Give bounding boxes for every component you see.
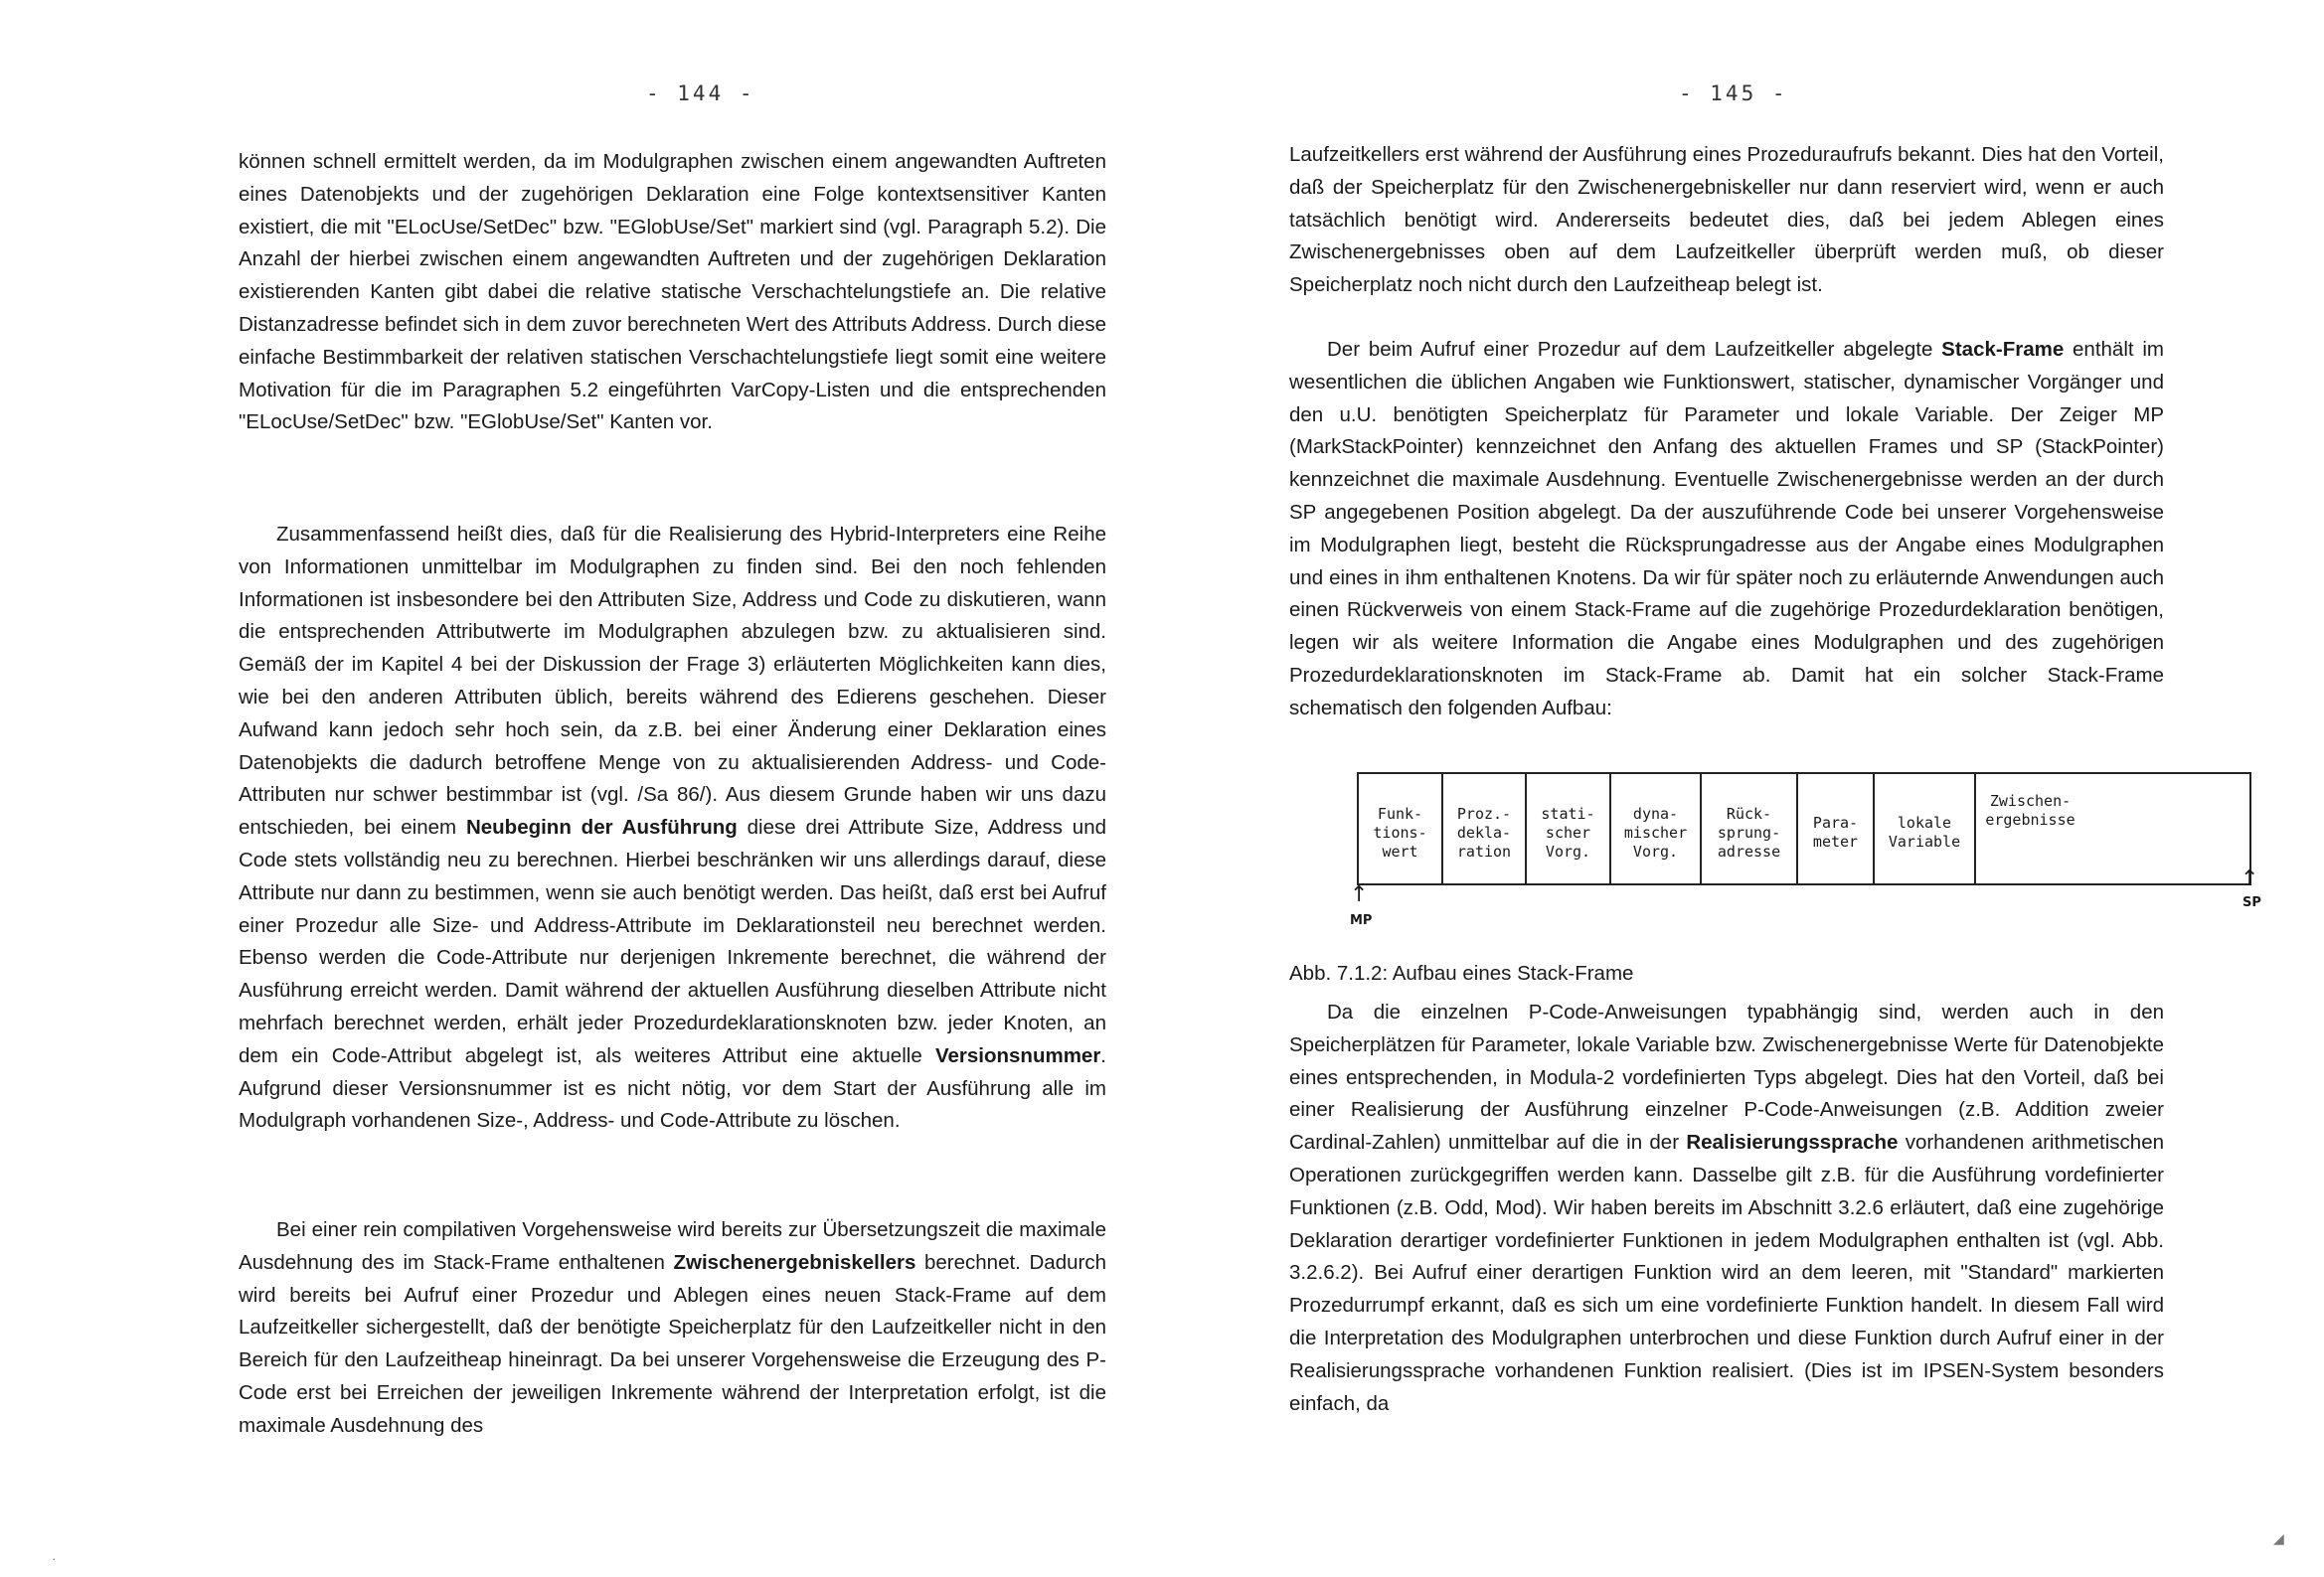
text-column [239, 1214, 1106, 1443]
paragraph [1289, 997, 2164, 1420]
text-column [1289, 997, 2164, 1420]
text-column [1289, 334, 2164, 725]
sp-arrow-icon: ↑ [2241, 867, 2259, 891]
stack-frame-cell: Rück- sprung- adresse [1702, 774, 1798, 883]
stack-frame-cell: Zwischen- ergebnisse [1985, 792, 2075, 829]
text-run: vorhandenen arithmetischen Operationen zurückgegriffen werden kann. Dasselbe gilt z.B. für die Ausführung vordefinierter Funktionen (z.B. Odd, Mod). Wir haben bereits im Abschnitt 3.2.6 erläutert, daß eine zugehörige Deklaration derartiger vordefinierter Funktionen in jedem Modulgraphen enthalten ist (vgl. Abb. 3.2.6.2). Bei Aufruf einer derartigen Funktion wird an dem leeren, mit "Standard" markierten Prozedurrumpf erkannt, daß es sich um eine vordefinierte Funktion handelt. In diesem Fall wird die Interpretation des Modulgraphen unterbrochen und diese Funktion durch Aufruf einer in der Realisierungssprache vorhandenen Funktion realisiert. (Dies ist im IPSEN-System besonders einfach, da [1289, 1131, 2165, 1415]
bold-term: Neubeginn der Ausführung [465, 816, 738, 840]
bold-term: Zwischenergebniskellers [673, 1250, 916, 1274]
stack-frame-cell: Funk- tions- wert [1359, 774, 1443, 883]
text-column [239, 519, 1106, 1138]
text-run: Der beim Aufruf einer Prozedur auf dem Laufzeitkeller abgelegte [1327, 338, 1942, 361]
text-run: Bei einer rein compilativen Vorgehensweise wird bereits zur Übersetzungszeit die maximale Ausdehnung des im Stack-Frame enthaltenen [239, 1218, 1106, 1274]
stack-frame-box [1357, 772, 2251, 885]
text-run: berechnet. Dadurch wird bereits bei Aufruf einer Prozedur und Ablegen eines neuen Stack-Frame auf dem Laufzeitkeller sichergestellt, daß der benötigte Speicherplatz für den Laufzeitkeller nicht in den Bereich für den Laufzeitheap hineinragt. Da bei unserer Vorgehensweise die Erzeugung des P-Code erst bei Erreichen der jeweiligen Inkremente während der Interpretation erfolgt, ist die maximale Ausdehnung des [239, 1250, 1106, 1437]
page-number: - 145 - [1679, 81, 1788, 105]
scan-speck: · [52, 1550, 57, 1566]
text-run: enthält im wesentlichen die üblichen Angaben wie Funktionswert, statischer, dynamischer Vorgänger und den u.U. benötigten Speicherplatz für Parameter und lokale Variable. Der Zeiger MP (MarkStackPointer) kennzeichnet den Anfang des aktuellen Frames und SP (StackPointer) kennzeichnet die maximale Ausdehnung. Eventuelle Zwischenergebnisse werden an der durch SP angegebenen Position abgelegt. Da der auszuführende Code bei unserer Vorgehensweise im Modulgraphen liegt, besteht die Rücksprungadresse aus der Angabe eines Modulgraphen und eines in ihm enthaltenen Knotens. Da wir für später noch zu erläuternde Anwendungen auch einen Rückverweis von einem Stack-Frame auf die zugehörige Prozedurdeklaration benötigen, legen wir als weitere Information die Angabe eines Modulgraphen und des zugehörigen Prozedurdeklarationsknoten im Stack-Frame ab. Damit hat ein solcher Stack-Frame schematisch den folgenden Aufbau: [1289, 338, 2165, 719]
page-number: - 144 - [646, 81, 755, 105]
text-column [1289, 139, 2164, 302]
stack-frame-cell: Para- meter [1798, 774, 1875, 883]
sp-label: SP [2242, 895, 2261, 910]
bold-term: Stack-Frame [1941, 338, 2065, 361]
paragraph [239, 1214, 1106, 1443]
stack-frame-figure [1350, 772, 2261, 931]
text-run: . Aufgrund dieser Versionsnummer ist es nicht nötig, vor dem Start der Ausführung alle im Modulgraph vorhandenen Size-, Address- und Code-Attribute zu löschen. [239, 1043, 1106, 1133]
text-run: diese drei Attribute Size, Address und Code stets vollständig neu zu berechnen. Hierbei beschränken wir uns allerdings darauf, diese Attribute nur dann zu bestimmen, wenn sie auch benötigt werden. Das heißt, daß erst bei Aufruf einer Prozedur alle Size- und Address-Attribute im Deklarationsteil neu berechnet werden. Ebenso werden die Code-Attribute nur derjenigen Inkremente berechnet, die während der Ausführung erreicht werden. Damit während der aktuellen Ausführung dieselben Attribute nicht mehrfach berechnet werden, erhält jeder Prozedurdeklarationsknoten bzw. jeder Knoten, an dem ein Code-Attribut abgelegt ist, als weiteres Attribut eine aktuelle [239, 816, 1107, 1067]
scan-speck: ◢ [2273, 1530, 2284, 1546]
stack-frame-cell: lokale Variable [1875, 774, 1976, 883]
paragraph [1289, 334, 2164, 725]
text-column [239, 146, 1106, 439]
paragraph: können schnell ermittelt werden, da im Modulgraphen zwischen einem angewandten Auftreten eines Datenobjekts und der zugehörigen Deklaration eine Folge kontextsensitiver Kanten existiert, die mit "ELocUse/SetDec" bzw. "EGlobUse/Set" markiert sind (vgl. Paragraph 5.2). Die Anzahl der hierbei zwischen einem angewandten Auftreten und der zugehörigen Deklaration existierenden Kanten gibt dabei die relative statische Verschachtelungstiefe an. Die relative Distanzadresse befindet sich in dem zuvor berechneten Wert des Attributs Address. Durch diese einfache Bestimmbarkeit der relativen statischen Verschachtelungstiefe liegt somit eine weitere Motivation für die im Paragraphen 5.2 eingeführten VarCopy-Listen und die entsprechenden "ELocUse/SetDec" bzw. "EGlobUse/Set" Kanten vor. [239, 150, 1106, 434]
stack-frame-cell: dyna- mischer Vorg. [1611, 774, 1702, 883]
paragraph: Laufzeitkellers erst während der Ausführung eines Prozeduraufrufs bekannt. Dies hat den Vorteil, daß der Speicherplatz für den Zwischenergebniskeller nur dann reserviert wird, wenn er auch tatsächlich benötigt wird. Andererseits bedeutet dies, daß bei jedem Ablegen eines Zwischenergebnisses oben auf dem Laufzeitkeller überprüft werden muß, ob dieser Speicherplatz noch nicht durch den Laufzeitheap belegt ist. [1289, 143, 2164, 297]
mp-arrow-icon: ↑ [1350, 882, 1369, 907]
stack-frame-cell: stati- scher Vorg. [1527, 774, 1611, 883]
figure-caption: Abb. 7.1.2: Aufbau eines Stack-Frame [1289, 962, 1634, 985]
mp-label: MP [1350, 913, 1373, 928]
stack-frame-cell: Proz.- dekla- ration [1443, 774, 1527, 883]
text-run: Da die einzelnen P-Code-Anweisungen typabhängig sind, werden auch in den Speicherplätzen für Parameter, lokale Variable bzw. Zwischenergebnisse Werte für Datenobjekte eines entsprechenden, in Modula-2 vordefinierten Typs abgelegt. Dies hat den Vorteil, daß bei einer Realisierung der Ausführung einzelner P-Code-Anweisungen (z.B. Addition zweier Cardinal-Zahlen) unmittelbar auf die in der [1289, 1001, 2164, 1155]
bold-term: Versionsnummer [934, 1043, 1101, 1067]
bold-term: Realisierungssprache [1686, 1131, 1899, 1155]
text-run: Zusammenfassend heißt dies, daß für die Realisierung des Hybrid-Interpreters eine Reihe von Informationen unmittelbar im Modulgraphen zu finden sind. Bei den noch fehlenden Informationen ist insbesondere bei den Attributen Size, Address und Code zu diskutieren, wann die entsprechenden Attributwerte im Modulgraphen abzulegen bzw. zu aktualisieren sind. Gemäß der im Kapitel 4 bei der Diskussion der Frage 3) erläuterten Möglichkeiten kann dies, wie bei den anderen Attributen üblich, bereits während des Edierens geschehen. Dieser Aufwand kann jedoch sehr hoch sein, da z.B. bei einer Änderung einer Deklaration eines Datenobjekts die dadurch betroffene Menge von zu aktualisierenden Address- und Code-Attributen nur schwer bestimmbar ist (vgl. /Sa 86/). Aus diesem Grunde haben wir uns dazu entschieden, bei einem [239, 523, 1106, 840]
right-page [1162, 0, 2324, 1577]
paragraph [239, 519, 1106, 1138]
